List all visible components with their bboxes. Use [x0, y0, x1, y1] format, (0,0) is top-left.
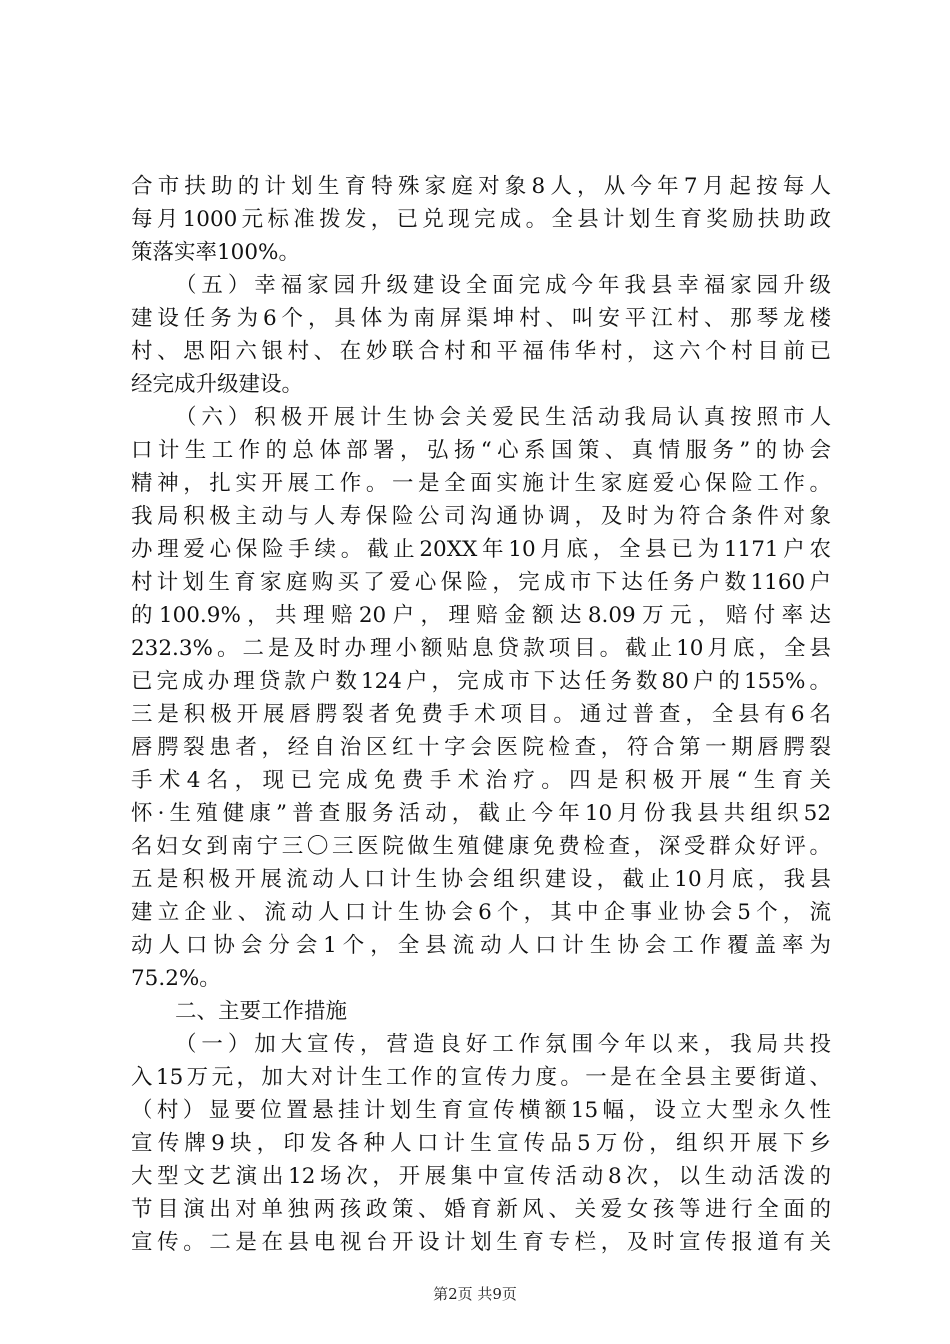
text-line: 精神，扎实开展工作。一是全面实施计生家庭爱心保险工作。 — [131, 471, 831, 496]
text-line: 已完成办理贷款户数124户，完成市下达任务数80户的155%。 — [131, 669, 831, 694]
text-line: 村计划生育家庭购买了爱心保险，完成市下达任务户数1160户 — [131, 570, 831, 595]
text-line: 动人口协会分会1个，全县流动人口计生协会工作覆盖率为 — [131, 933, 831, 958]
text-line: 三是积极开展唇腭裂者免费手术项目。通过普查，全县有6名 — [131, 702, 831, 727]
text-line: 的100.9%，共理赔20户，理赔金额达8.09万元，赔付率达 — [131, 603, 831, 628]
text-line: 75.2%。 — [131, 966, 221, 991]
text-line: 每月1000元标准拨发，已兑现完成。全县计划生育奖励扶助政 — [131, 207, 831, 232]
page-number: 第2页 共9页 — [433, 1285, 517, 1303]
text-line: 策落实率100%。 — [131, 240, 300, 265]
section-heading-line: （五）幸福家园升级建设全面完成今年我县幸福家园升级 — [175, 273, 831, 298]
text-line: 我局积极主动与人寿保险公司沟通协调，及时为符合条件对象 — [131, 504, 831, 529]
text-line: 大型文艺演出12场次，开展集中宣传活动8次，以生动活泼的 — [131, 1164, 831, 1189]
text-line: 名妇女到南宁三〇三医院做生殖健康免费检查，深受群众好评。 — [131, 834, 831, 859]
text-line: 建立企业、流动人口计生协会6个，其中企事业协会5个，流 — [131, 900, 831, 925]
text-line: 手术4名，现已完成免费手术治疗。四是积极开展“生育关 — [131, 768, 831, 793]
text-line: 五是积极开展流动人口计生协会组织建设，截止10月底，我县 — [131, 867, 831, 892]
text-line: （村）显要位置悬挂计划生育宣传横额15幅，设立大型永久性 — [131, 1098, 831, 1123]
text-line: 合市扶助的计划生育特殊家庭对象8人，从今年7月起按每人 — [131, 174, 831, 199]
text-line: 唇腭裂患者，经自治区红十字会医院检查，符合第一期唇腭裂 — [131, 735, 831, 760]
text-line: 村、思阳六银村、在妙联合村和平福伟华村，这六个村目前已 — [131, 339, 831, 364]
text-line: 办理爱心保险手续。截止20XX年10月底，全县已为1171户农 — [131, 537, 831, 562]
text-line: 入15万元，加大对计生工作的宣传力度。一是在全县主要街道、 — [131, 1065, 831, 1090]
text-line: 232.3%。二是及时办理小额贴息贷款项目。截止10月底，全县 — [131, 636, 831, 661]
document-body — [131, 170, 831, 1259]
text-line: 宣传。二是在县电视台开设计划生育专栏，及时宣传报道有关 — [131, 1230, 831, 1255]
section-heading-line: （一）加大宣传，营造良好工作氛围今年以来，我局共投 — [175, 1032, 831, 1057]
text-line: 宣传牌9块，印发各种人口计生宣传品5万份，组织开展下乡 — [131, 1131, 831, 1156]
text-line: 节目演出对单独两孩政策、婚育新风、关爱女孩等进行全面的 — [131, 1197, 831, 1222]
section-heading-line: （六）积极开展计生协会关爱民生活动我局认真按照市人 — [175, 405, 831, 430]
section-title: 二、主要工作措施 — [175, 999, 348, 1024]
text-line: 怀·生殖健康”普查服务活动，截止今年10月份我县共组织52 — [131, 801, 831, 826]
text-line: 建设任务为6个，具体为南屏渠坤村、叫安平江村、那琴龙楼 — [131, 306, 831, 331]
text-line: 口计生工作的总体部署，弘扬“心系国策、真情服务”的协会 — [131, 438, 831, 463]
text-line: 经完成升级建设。 — [131, 372, 304, 397]
